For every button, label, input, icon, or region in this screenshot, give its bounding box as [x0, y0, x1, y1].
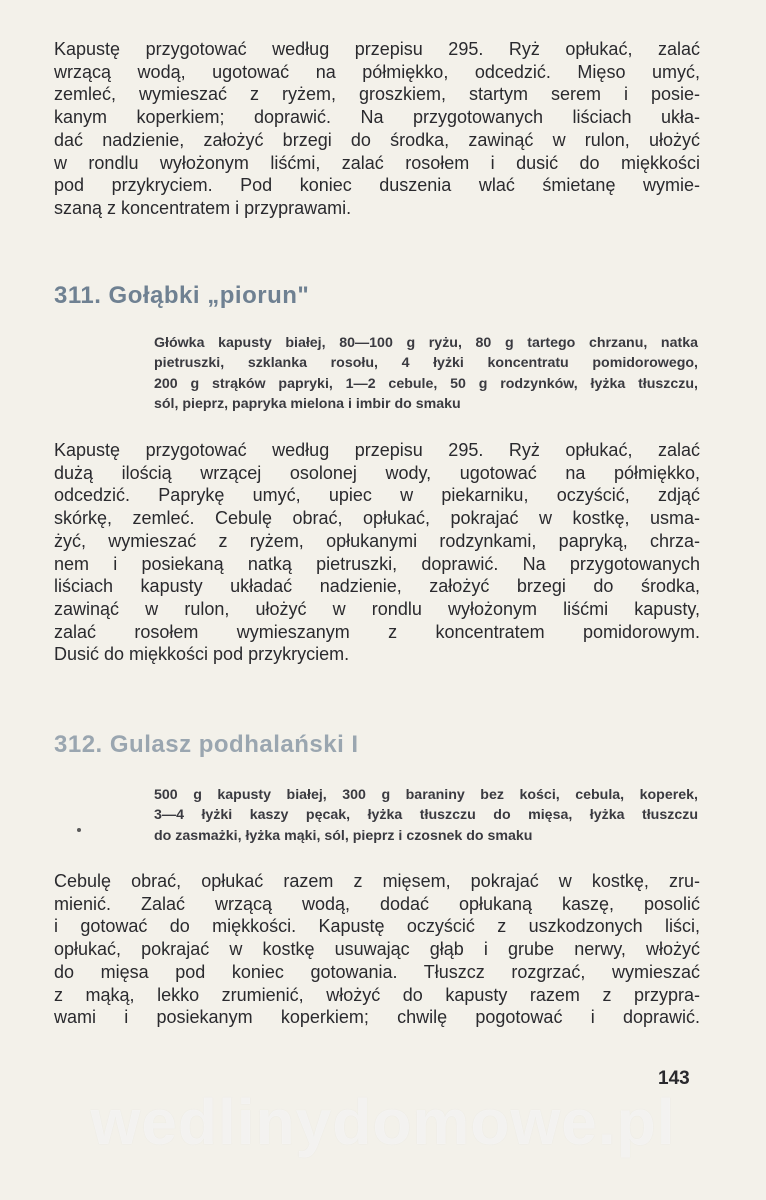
text-line: zemleć, wymieszać z ryżem, groszkiem, startym serem i posie- [54, 84, 700, 105]
recipe-312-method [54, 870, 700, 1029]
text-line: i gotować do miękkości. Kapustę oczyścić z uszkodzonych liści, [54, 916, 700, 937]
margin-dot [77, 828, 81, 832]
text-line: do mięsa pod koniec gotowania. Tłuszcz rozgrzać, wymieszać [54, 961, 700, 982]
text-line: dać nadzienie, założyć brzegi do środka, zawinąć w rulon, ułożyć [54, 129, 700, 150]
text-line: szaną z koncentratem i przyprawami. [54, 197, 352, 218]
text-line: opłukać, pokrajać w kostkę usuwając głąb i grube nerwy, włożyć [54, 939, 700, 960]
text-line: z mąką, lekko zrumienić, włożyć do kapusty razem z przypra- [54, 984, 700, 1005]
ingredient-line: 3—4 łyżki kaszy pęcak, łyżka tłuszczu do mięsa, łyżka tłuszczu [154, 807, 698, 824]
text-line: w rondlu wyłożonym liśćmi, zalać rosołem i dusić do miękkości [54, 152, 700, 173]
ingredient-line: 500 g kapusty białej, 300 g baraniny bez kości, cebula, koperek, [154, 787, 698, 803]
text-line: pod przykryciem. Pod koniec duszenia wlać śmietanę wymie- [54, 175, 700, 196]
page-number: 143 [658, 1068, 690, 1089]
text-line: wami i posiekanym koperkiem; chwilę pogotować i doprawić. [54, 1007, 700, 1028]
text-line: wrzącą wodą, ugotować na półmiękko, odcedzić. Mięso umyć, [54, 61, 700, 82]
text-line: dużą ilością wrzącej osolonej wody, ugotować na półmiękko, [54, 462, 700, 483]
recipe-310-method [54, 38, 700, 220]
ingredient-line: Główka kapusty białej, 80—100 g ryżu, 80 g tartego chrzanu, natka [154, 335, 698, 351]
text-line: Dusić do miękkości pod przykryciem. [54, 644, 350, 665]
text-line: zalać rosołem wymieszanym z koncentratem pomidorowym. [54, 621, 700, 642]
recipe-312-title: 312. Gulasz podhalański I [54, 731, 359, 758]
text-line: mienić. Zalać wrzącą wodą, dodać opłukaną kaszę, posolić [54, 893, 700, 914]
text-line: nem i posiekaną natką pietruszki, doprawić. Na przygotowanych [54, 553, 700, 574]
ingredient-line: 200 g strąków papryki, 1—2 cebule, 50 g rodzynków, łyżka tłuszczu, [154, 375, 698, 392]
ingredient-line: pietruszki, szklanka rosołu, 4 łyżki koncentratu pomidorowego, [154, 355, 698, 372]
ingredient-line: do zasmażki, łyżka mąki, sól, pieprz i czosnek do smaku [154, 827, 533, 844]
recipe-311-ingredients [154, 333, 698, 414]
recipe-311-title: 311. Gołąbki „piorun" [54, 282, 310, 309]
recipe-311-method [54, 439, 700, 666]
watermark: wedlinydomowe.pl [90, 1086, 676, 1158]
ingredient-line: sól, pieprz, papryka mielona i imbir do smaku [154, 395, 461, 412]
text-line: liściach kapusty układać nadzienie, założyć brzegi do środka, [54, 576, 700, 597]
text-line: zawinąć w rulon, ułożyć w rondlu wyłożonym liśćmi kapusty, [54, 598, 700, 619]
text-line: skórkę, zemleć. Cebulę obrać, opłukać, pokrajać w kostkę, usma- [54, 508, 700, 529]
text-line: żyć, wymieszać z ryżem, opłukanymi rodzynkami, papryką, chrza- [54, 530, 700, 551]
text-line: Cebulę obrać, opłukać razem z mięsem, pokrajać w kostkę, zru- [54, 871, 700, 891]
recipe-312-ingredients [154, 785, 698, 846]
text-line: Kapustę przygotować według przepisu 295. Ryż opłukać, zalać [54, 39, 700, 59]
text-line: kanym koperkiem; doprawić. Na przygotowanych liściach ukła- [54, 107, 700, 128]
text-line: odcedzić. Paprykę umyć, upiec w piekarniku, oczyścić, zdjąć [54, 485, 700, 506]
text-line: Kapustę przygotować według przepisu 295. Ryż opłukać, zalać [54, 440, 700, 460]
